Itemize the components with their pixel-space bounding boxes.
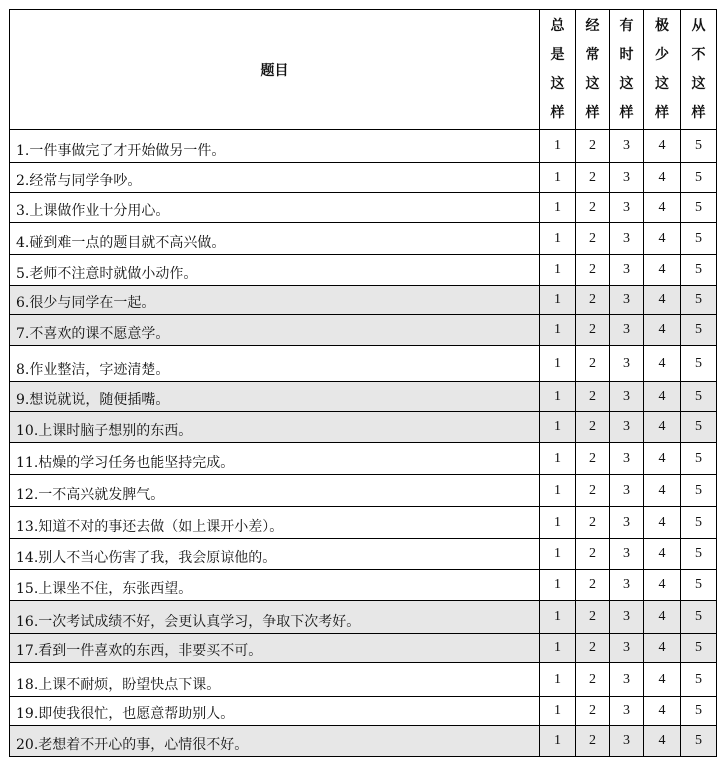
rating-option-3[interactable]: 3 [610, 163, 644, 193]
rating-option-3[interactable]: 3 [610, 346, 644, 382]
rating-option-4[interactable]: 4 [644, 475, 681, 507]
rating-option-2[interactable]: 2 [576, 223, 610, 255]
rating-option-5[interactable]: 5 [681, 726, 717, 757]
rating-option-2[interactable]: 2 [576, 475, 610, 507]
question-text: 14.别人不当心伤害了我，我会原谅他的。 [10, 539, 540, 570]
rating-option-3[interactable]: 3 [610, 601, 644, 634]
rating-option-5[interactable]: 5 [681, 412, 717, 443]
rating-option-1[interactable]: 1 [540, 193, 576, 223]
rating-option-4[interactable]: 4 [644, 382, 681, 412]
table-row [10, 475, 717, 507]
rating-option-1[interactable]: 1 [540, 286, 576, 315]
table-row [10, 163, 717, 193]
rating-option-1[interactable]: 1 [540, 475, 576, 507]
rating-option-1[interactable]: 1 [540, 382, 576, 412]
question-text: 8.作业整洁，字迹清楚。 [10, 346, 540, 382]
table-row [10, 193, 717, 223]
rating-option-3[interactable]: 3 [610, 286, 644, 315]
option-header-often [576, 10, 610, 130]
rating-option-2[interactable]: 2 [576, 412, 610, 443]
rating-option-2[interactable]: 2 [576, 634, 610, 663]
table-row [10, 697, 717, 726]
question-text: 6.很少与同学在一起。 [10, 286, 540, 315]
rating-option-1[interactable]: 1 [540, 634, 576, 663]
rating-option-3[interactable]: 3 [610, 255, 644, 286]
rating-option-4[interactable]: 4 [644, 634, 681, 663]
option-header-rarely [644, 10, 681, 130]
rating-option-4[interactable]: 4 [644, 163, 681, 193]
rating-option-5[interactable]: 5 [681, 382, 717, 412]
table-row [10, 255, 717, 286]
rating-option-1[interactable]: 1 [540, 663, 576, 697]
rating-option-4[interactable]: 4 [644, 443, 681, 475]
rating-option-4[interactable]: 4 [644, 663, 681, 697]
question-text: 16.一次考试成绩不好，会更认真学习，争取下次考好。 [10, 601, 540, 634]
rating-option-3[interactable]: 3 [610, 726, 644, 757]
rating-option-5[interactable]: 5 [681, 443, 717, 475]
question-text: 10.上课时脑子想别的东西。 [10, 412, 540, 443]
question-text: 13.知道不对的事还去做（如上课开小差）。 [10, 507, 540, 539]
rating-option-5[interactable]: 5 [681, 130, 717, 163]
option-label: 经常这样 [585, 17, 600, 121]
rating-option-1[interactable]: 1 [540, 163, 576, 193]
question-text: 11.枯燥的学习任务也能坚持完成。 [10, 443, 540, 475]
table-row [10, 601, 717, 634]
table-row [10, 130, 717, 163]
rating-option-5[interactable]: 5 [681, 346, 717, 382]
rating-option-2[interactable]: 2 [576, 163, 610, 193]
table-row [10, 346, 717, 382]
rating-option-3[interactable]: 3 [610, 443, 644, 475]
rating-option-5[interactable]: 5 [681, 315, 717, 346]
question-text: 2.经常与同学争吵。 [10, 163, 540, 193]
rating-option-2[interactable]: 2 [576, 315, 610, 346]
rating-option-3[interactable]: 3 [610, 697, 644, 726]
table-row [10, 539, 717, 570]
table-row [10, 570, 717, 601]
rating-option-5[interactable]: 5 [681, 223, 717, 255]
rating-option-2[interactable]: 2 [576, 697, 610, 726]
rating-option-3[interactable]: 3 [610, 382, 644, 412]
question-text: 5.老师不注意时就做小动作。 [10, 255, 540, 286]
rating-option-2[interactable]: 2 [576, 601, 610, 634]
rating-option-5[interactable]: 5 [681, 697, 717, 726]
rating-option-2[interactable]: 2 [576, 286, 610, 315]
rating-option-1[interactable]: 1 [540, 130, 576, 163]
rating-option-5[interactable]: 5 [681, 539, 717, 570]
rating-option-3[interactable]: 3 [610, 507, 644, 539]
option-label: 极少这样 [655, 17, 669, 121]
rating-option-1[interactable]: 1 [540, 346, 576, 382]
rating-option-1[interactable]: 1 [540, 697, 576, 726]
rating-option-4[interactable]: 4 [644, 286, 681, 315]
rating-option-2[interactable]: 2 [576, 382, 610, 412]
table-row [10, 443, 717, 475]
rating-option-2[interactable]: 2 [576, 255, 610, 286]
rating-option-3[interactable]: 3 [610, 315, 644, 346]
question-text: 12.一不高兴就发脾气。 [10, 475, 540, 507]
question-text: 3.上课做作业十分用心。 [10, 193, 540, 223]
option-label: 有时这样 [619, 17, 634, 121]
table-row [10, 412, 717, 443]
rating-option-3[interactable]: 3 [610, 539, 644, 570]
rating-option-3[interactable]: 3 [610, 663, 644, 697]
rating-option-1[interactable]: 1 [540, 315, 576, 346]
rating-option-1[interactable]: 1 [540, 539, 576, 570]
rating-option-5[interactable]: 5 [681, 255, 717, 286]
rating-option-4[interactable]: 4 [644, 726, 681, 757]
rating-option-5[interactable]: 5 [681, 163, 717, 193]
rating-option-5[interactable]: 5 [681, 193, 717, 223]
question-column-header [10, 10, 540, 130]
question-column-label: 题目 [260, 62, 289, 79]
rating-option-4[interactable]: 4 [644, 539, 681, 570]
rating-option-1[interactable]: 1 [540, 507, 576, 539]
question-text: 20.老想着不开心的事，心情很不好。 [10, 726, 540, 757]
rating-option-4[interactable]: 4 [644, 130, 681, 163]
rating-option-4[interactable]: 4 [644, 223, 681, 255]
rating-option-3[interactable]: 3 [610, 223, 644, 255]
rating-option-5[interactable]: 5 [681, 507, 717, 539]
rating-option-5[interactable]: 5 [681, 634, 717, 663]
rating-option-3[interactable]: 3 [610, 193, 644, 223]
question-text: 18.上课不耐烦，盼望快点下课。 [10, 663, 540, 697]
question-text: 15.上课坐不住，东张西望。 [10, 570, 540, 601]
table-row [10, 726, 717, 757]
rating-option-1[interactable]: 1 [540, 570, 576, 601]
rating-option-1[interactable]: 1 [540, 726, 576, 757]
table-row [10, 286, 717, 315]
rating-option-4[interactable]: 4 [644, 193, 681, 223]
rating-option-2[interactable]: 2 [576, 570, 610, 601]
rating-option-1[interactable]: 1 [540, 412, 576, 443]
rating-option-5[interactable]: 5 [681, 286, 717, 315]
question-text: 17.看到一件喜欢的东西，非要买不可。 [10, 634, 540, 663]
questionnaire-table [9, 9, 717, 757]
rating-option-4[interactable]: 4 [644, 507, 681, 539]
question-text: 19.即使我很忙，也愿意帮助别人。 [10, 697, 540, 726]
table-row [10, 382, 717, 412]
header-row [10, 10, 717, 130]
rating-option-1[interactable]: 1 [540, 601, 576, 634]
rating-option-2[interactable]: 2 [576, 539, 610, 570]
rating-option-4[interactable]: 4 [644, 346, 681, 382]
rating-option-5[interactable]: 5 [681, 601, 717, 634]
rating-option-4[interactable]: 4 [644, 315, 681, 346]
table-row [10, 223, 717, 255]
rating-option-4[interactable]: 4 [644, 697, 681, 726]
table-row [10, 663, 717, 697]
question-text: 9.想说就说，随便插嘴。 [10, 382, 540, 412]
table-row [10, 634, 717, 663]
rating-option-2[interactable]: 2 [576, 726, 610, 757]
rating-option-3[interactable]: 3 [610, 570, 644, 601]
rating-option-3[interactable]: 3 [610, 634, 644, 663]
question-text: 7.不喜欢的课不愿意学。 [10, 315, 540, 346]
rating-option-3[interactable]: 3 [610, 130, 644, 163]
rating-option-5[interactable]: 5 [681, 570, 717, 601]
option-header-never [681, 10, 717, 130]
rating-option-3[interactable]: 3 [610, 412, 644, 443]
rating-option-4[interactable]: 4 [644, 412, 681, 443]
rating-option-2[interactable]: 2 [576, 507, 610, 539]
rating-option-4[interactable]: 4 [644, 255, 681, 286]
rating-option-2[interactable]: 2 [576, 346, 610, 382]
table-row [10, 507, 717, 539]
rating-option-5[interactable]: 5 [681, 663, 717, 697]
rating-option-3[interactable]: 3 [610, 475, 644, 507]
rating-option-2[interactable]: 2 [576, 443, 610, 475]
rating-option-2[interactable]: 2 [576, 130, 610, 163]
rating-option-2[interactable]: 2 [576, 193, 610, 223]
rating-option-1[interactable]: 1 [540, 223, 576, 255]
option-header-sometimes [610, 10, 644, 130]
option-label: 总是这样 [550, 17, 565, 121]
rating-option-5[interactable]: 5 [681, 475, 717, 507]
rating-option-1[interactable]: 1 [540, 443, 576, 475]
rating-option-2[interactable]: 2 [576, 663, 610, 697]
question-text: 1.一件事做完了才开始做另一件。 [10, 130, 540, 163]
rating-option-4[interactable]: 4 [644, 570, 681, 601]
rating-option-1[interactable]: 1 [540, 255, 576, 286]
option-header-always [540, 10, 576, 130]
option-label: 从不这样 [691, 17, 706, 121]
rating-option-4[interactable]: 4 [644, 601, 681, 634]
question-text: 4.碰到难一点的题目就不高兴做。 [10, 223, 540, 255]
table-row [10, 315, 717, 346]
